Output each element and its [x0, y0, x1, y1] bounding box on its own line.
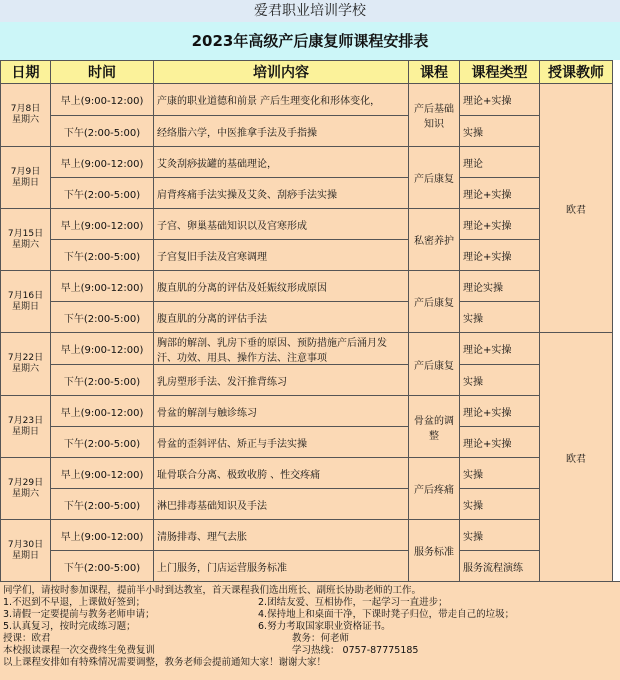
table-row [1, 209, 613, 240]
time-cell: 早上(9:00-12:00) [51, 147, 154, 178]
time-cell: 早上(9:00-12:00) [51, 84, 154, 116]
hotline-text: 学习热线： 0757-87775185 [292, 645, 419, 656]
type-cell: 理论+实操 [460, 209, 540, 240]
content-cell: 腹直肌的分离的评估及妊娠纹形成原因 [154, 271, 409, 302]
course-cell: 产后康复 [409, 147, 460, 209]
table-row [1, 147, 613, 178]
weekday-text: 星期六 [11, 488, 39, 499]
content-cell: 耻骨联合分离、极致收胯 、性交疼痛 [154, 458, 409, 489]
header-date: 日期 [1, 61, 51, 84]
table-row [1, 365, 613, 396]
header-row [1, 61, 613, 84]
type-cell: 实操 [460, 365, 540, 396]
course-cell: 产后基础知识 [409, 84, 460, 147]
time-cell: 下午(2:00-5:00) [51, 551, 154, 582]
table-row [1, 333, 613, 365]
header-course: 课程 [409, 61, 460, 84]
type-cell: 实操 [460, 116, 540, 147]
date-cell [1, 520, 51, 582]
table-row [1, 302, 613, 333]
content-cell: 肩背疼痛手法实操及艾灸、刮痧手法实操 [154, 178, 409, 209]
time-cell: 下午(2:00-5:00) [51, 240, 154, 271]
type-cell: 理论+实操 [460, 240, 540, 271]
content-cell: 经络脂六学，中医推拿手法及手指操 [154, 116, 409, 147]
course-cell: 产后疼痛 [409, 458, 460, 520]
content-cell: 骨盆的解剖与触诊练习 [154, 396, 409, 427]
table-row [1, 458, 613, 489]
teacher-cell: 欧君 [540, 333, 613, 582]
course-cell: 产后康复 [409, 333, 460, 396]
rule-6: 6.努力考取国家职业资格证书。 [258, 621, 391, 632]
date-text: 7月16日 [7, 290, 44, 301]
course-cell: 服务标准 [409, 520, 460, 582]
rule-3: 3.请假一定要提前与教务老师申请； [3, 609, 155, 620]
weekday-text: 星期六 [11, 115, 39, 125]
type-cell: 实操 [460, 302, 540, 333]
type-cell: 实操 [460, 458, 540, 489]
time-cell: 早上(9:00-12:00) [51, 271, 154, 302]
date-text: 7月30日 [7, 539, 44, 550]
date-cell [1, 458, 51, 520]
time-cell: 早上(9:00-12:00) [51, 458, 154, 489]
type-cell: 实操 [460, 489, 540, 520]
rule-2: 2.团结友爱、互相协作，一起学习一直进步； [258, 597, 448, 608]
header-teacher: 授课教师 [540, 61, 613, 84]
type-cell: 理论+实操 [460, 427, 540, 458]
rule-5: 5.认真复习，按时完成练习题； [3, 621, 136, 632]
type-cell: 理论+实操 [460, 396, 540, 427]
table-row [1, 520, 613, 551]
content-cell: 清肠排毒、理气去胀 [154, 520, 409, 551]
content-cell: 腹直肌的分离的评估手法 [154, 302, 409, 333]
rule-1: 1.不迟到不早退，上课做好签到； [3, 597, 146, 608]
date-text: 7月15日 [7, 228, 44, 239]
weekday-text: 星期六 [11, 239, 39, 250]
time-cell: 早上(9:00-12:00) [51, 333, 154, 365]
course-cell: 骨盆的调整 [409, 396, 460, 458]
content-cell: 胸部的解剖、乳房下垂的原因、预防措施产后涌月发汗、功效、用具、操作方法、注意事项 [154, 333, 409, 365]
table-row [1, 271, 613, 302]
table-row [1, 116, 613, 147]
table-row [1, 551, 613, 582]
time-cell: 下午(2:00-5:00) [51, 489, 154, 520]
date-cell [1, 333, 51, 396]
notes-intro: 同学们，请按时参加课程，提前半小时到达教室，首天课程我们选出班长、副班长协助老师的工作。 [3, 585, 422, 596]
schedule-table [0, 60, 613, 582]
teacher-cell: 欧君 [540, 84, 613, 333]
school-name: 爱君职业培训学校 [0, 0, 620, 22]
weekday-text: 星期日 [11, 301, 39, 312]
notes-section [0, 581, 620, 680]
type-cell: 理论 [460, 147, 540, 178]
weekday-text: 星期六 [11, 364, 39, 374]
table-row [1, 489, 613, 520]
date-text: 7月22日 [7, 353, 44, 363]
date-text: 7月23日 [7, 415, 44, 426]
date-text: 7月8日 [10, 104, 41, 114]
content-cell: 骨盆的歪斜评估、矫正与手法实操 [154, 427, 409, 458]
type-cell: 理论+实操 [460, 178, 540, 209]
time-cell: 早上(9:00-12:00) [51, 209, 154, 240]
course-cell: 产后康复 [409, 271, 460, 333]
time-cell: 下午(2:00-5:00) [51, 302, 154, 333]
table-row [1, 240, 613, 271]
date-cell [1, 147, 51, 209]
header-content: 培训内容 [154, 61, 409, 84]
free-review-text: 本校报读课程一次交费终生免费复训 [3, 645, 156, 656]
type-cell: 实操 [460, 520, 540, 551]
type-cell: 服务流程演练 [460, 551, 540, 582]
content-cell: 乳房塑形手法、发汗推背练习 [154, 365, 409, 396]
weekday-text: 星期日 [11, 177, 39, 188]
weekday-text: 星期日 [11, 550, 39, 561]
type-cell: 理论+实操 [460, 333, 540, 365]
rule-4: 4.保持地上和桌面干净，下课时凳子归位，带走自己的垃圾； [258, 609, 515, 620]
content-cell: 子宫复旧手法及宫寒调理 [154, 240, 409, 271]
header-type: 课程类型 [460, 61, 540, 84]
content-cell: 上门服务，门店运营服务标准 [154, 551, 409, 582]
date-cell [1, 396, 51, 458]
table-row [1, 84, 613, 116]
date-text: 7月9日 [10, 166, 41, 177]
admin-label: 教务：何老师 [292, 633, 350, 644]
content-cell: 艾灸刮痧拔罐的基础理论， [154, 147, 409, 178]
content-cell: 淋巴排毒基础知识及手法 [154, 489, 409, 520]
time-cell: 下午(2:00-5:00) [51, 116, 154, 147]
content-cell: 产康的职业道德和前景 产后生理变化和形体变化， [154, 84, 409, 116]
date-cell [1, 84, 51, 147]
table-row [1, 178, 613, 209]
page-title: 2023年高级产后康复师课程安排表 [0, 22, 620, 60]
time-cell: 下午(2:00-5:00) [51, 178, 154, 209]
table-row [1, 396, 613, 427]
course-cell: 私密养护 [409, 209, 460, 271]
time-cell: 早上(9:00-12:00) [51, 396, 154, 427]
header-time: 时间 [51, 61, 154, 84]
footer-text: 以上课程安排如有特殊情况需要调整，教务老师会提前通知大家！谢谢大家！ [3, 657, 327, 668]
date-cell [1, 271, 51, 333]
type-cell: 理论实操 [460, 271, 540, 302]
time-cell: 下午(2:00-5:00) [51, 427, 154, 458]
time-cell: 下午(2:00-5:00) [51, 365, 154, 396]
date-text: 7月29日 [7, 477, 44, 488]
time-cell: 早上(9:00-12:00) [51, 520, 154, 551]
content-cell: 子宫、卵巢基础知识以及宫寒形成 [154, 209, 409, 240]
table-row [1, 427, 613, 458]
date-cell [1, 209, 51, 271]
lecturer-label: 授课：欧君 [3, 633, 51, 644]
type-cell: 理论+实操 [460, 84, 540, 116]
weekday-text: 星期日 [11, 426, 39, 437]
